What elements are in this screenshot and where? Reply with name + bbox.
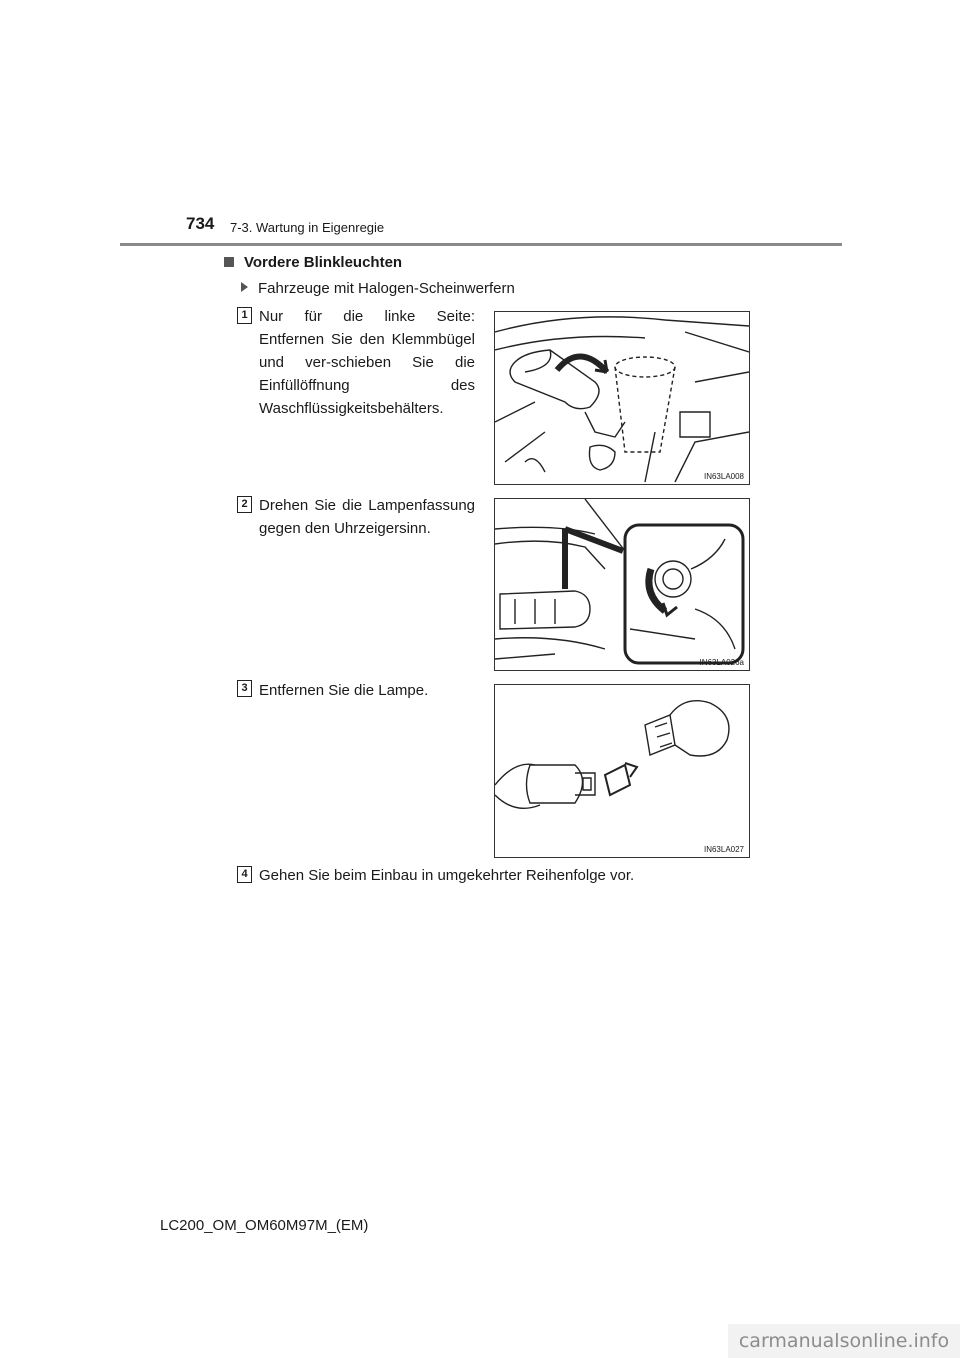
section-heading	[224, 254, 402, 271]
square-bullet-icon	[224, 257, 234, 267]
watermark: carmanualsonline.info	[728, 1324, 960, 1358]
triangle-bullet-icon	[241, 282, 248, 292]
step-3-text: Entfernen Sie die Lampe.	[259, 682, 429, 699]
figure-code: IN63LA026a	[699, 658, 744, 667]
washer-reservoir-illustration	[495, 312, 749, 484]
bulb-removal-illustration	[495, 685, 749, 857]
step-4-text: Gehen Sie beim Einbau in umgekehrter Reihenfolge vor.	[259, 867, 635, 884]
step-4-badge: 4	[237, 866, 252, 883]
document-footer: LC200_OM_OM60M97M_(EM)	[160, 1217, 369, 1234]
header-divider	[120, 243, 842, 246]
step-1-badge: 1	[237, 307, 252, 324]
step-3-badge: 3	[237, 680, 252, 697]
figure-code: IN63LA008	[703, 472, 744, 481]
step-1-illustration	[494, 311, 750, 485]
subheading	[241, 280, 515, 297]
step-2-illustration	[494, 498, 750, 671]
heading-text: Vordere Blinkleuchten	[244, 254, 403, 271]
subheading-text: Fahrzeuge mit Halogen-Scheinwerfern	[258, 280, 515, 297]
step-2-badge: 2	[237, 496, 252, 513]
figure-code: IN63LA027	[703, 845, 744, 854]
page-number: 734	[186, 214, 215, 233]
lamp-socket-illustration	[495, 499, 749, 670]
step-1-text: Nur für die linke Seite: Entfernen Sie den Klemmbügel und ver-schieben Sie die Einfüllöffnung des Waschflüssigkeitsbehälters.	[259, 308, 475, 417]
step-2-text: Drehen Sie die Lampenfassung gegen den Uhrzeigersinn.	[259, 497, 475, 537]
step-3-illustration	[494, 684, 750, 858]
section-title: 7-3. Wartung in Eigenregie	[230, 220, 385, 235]
